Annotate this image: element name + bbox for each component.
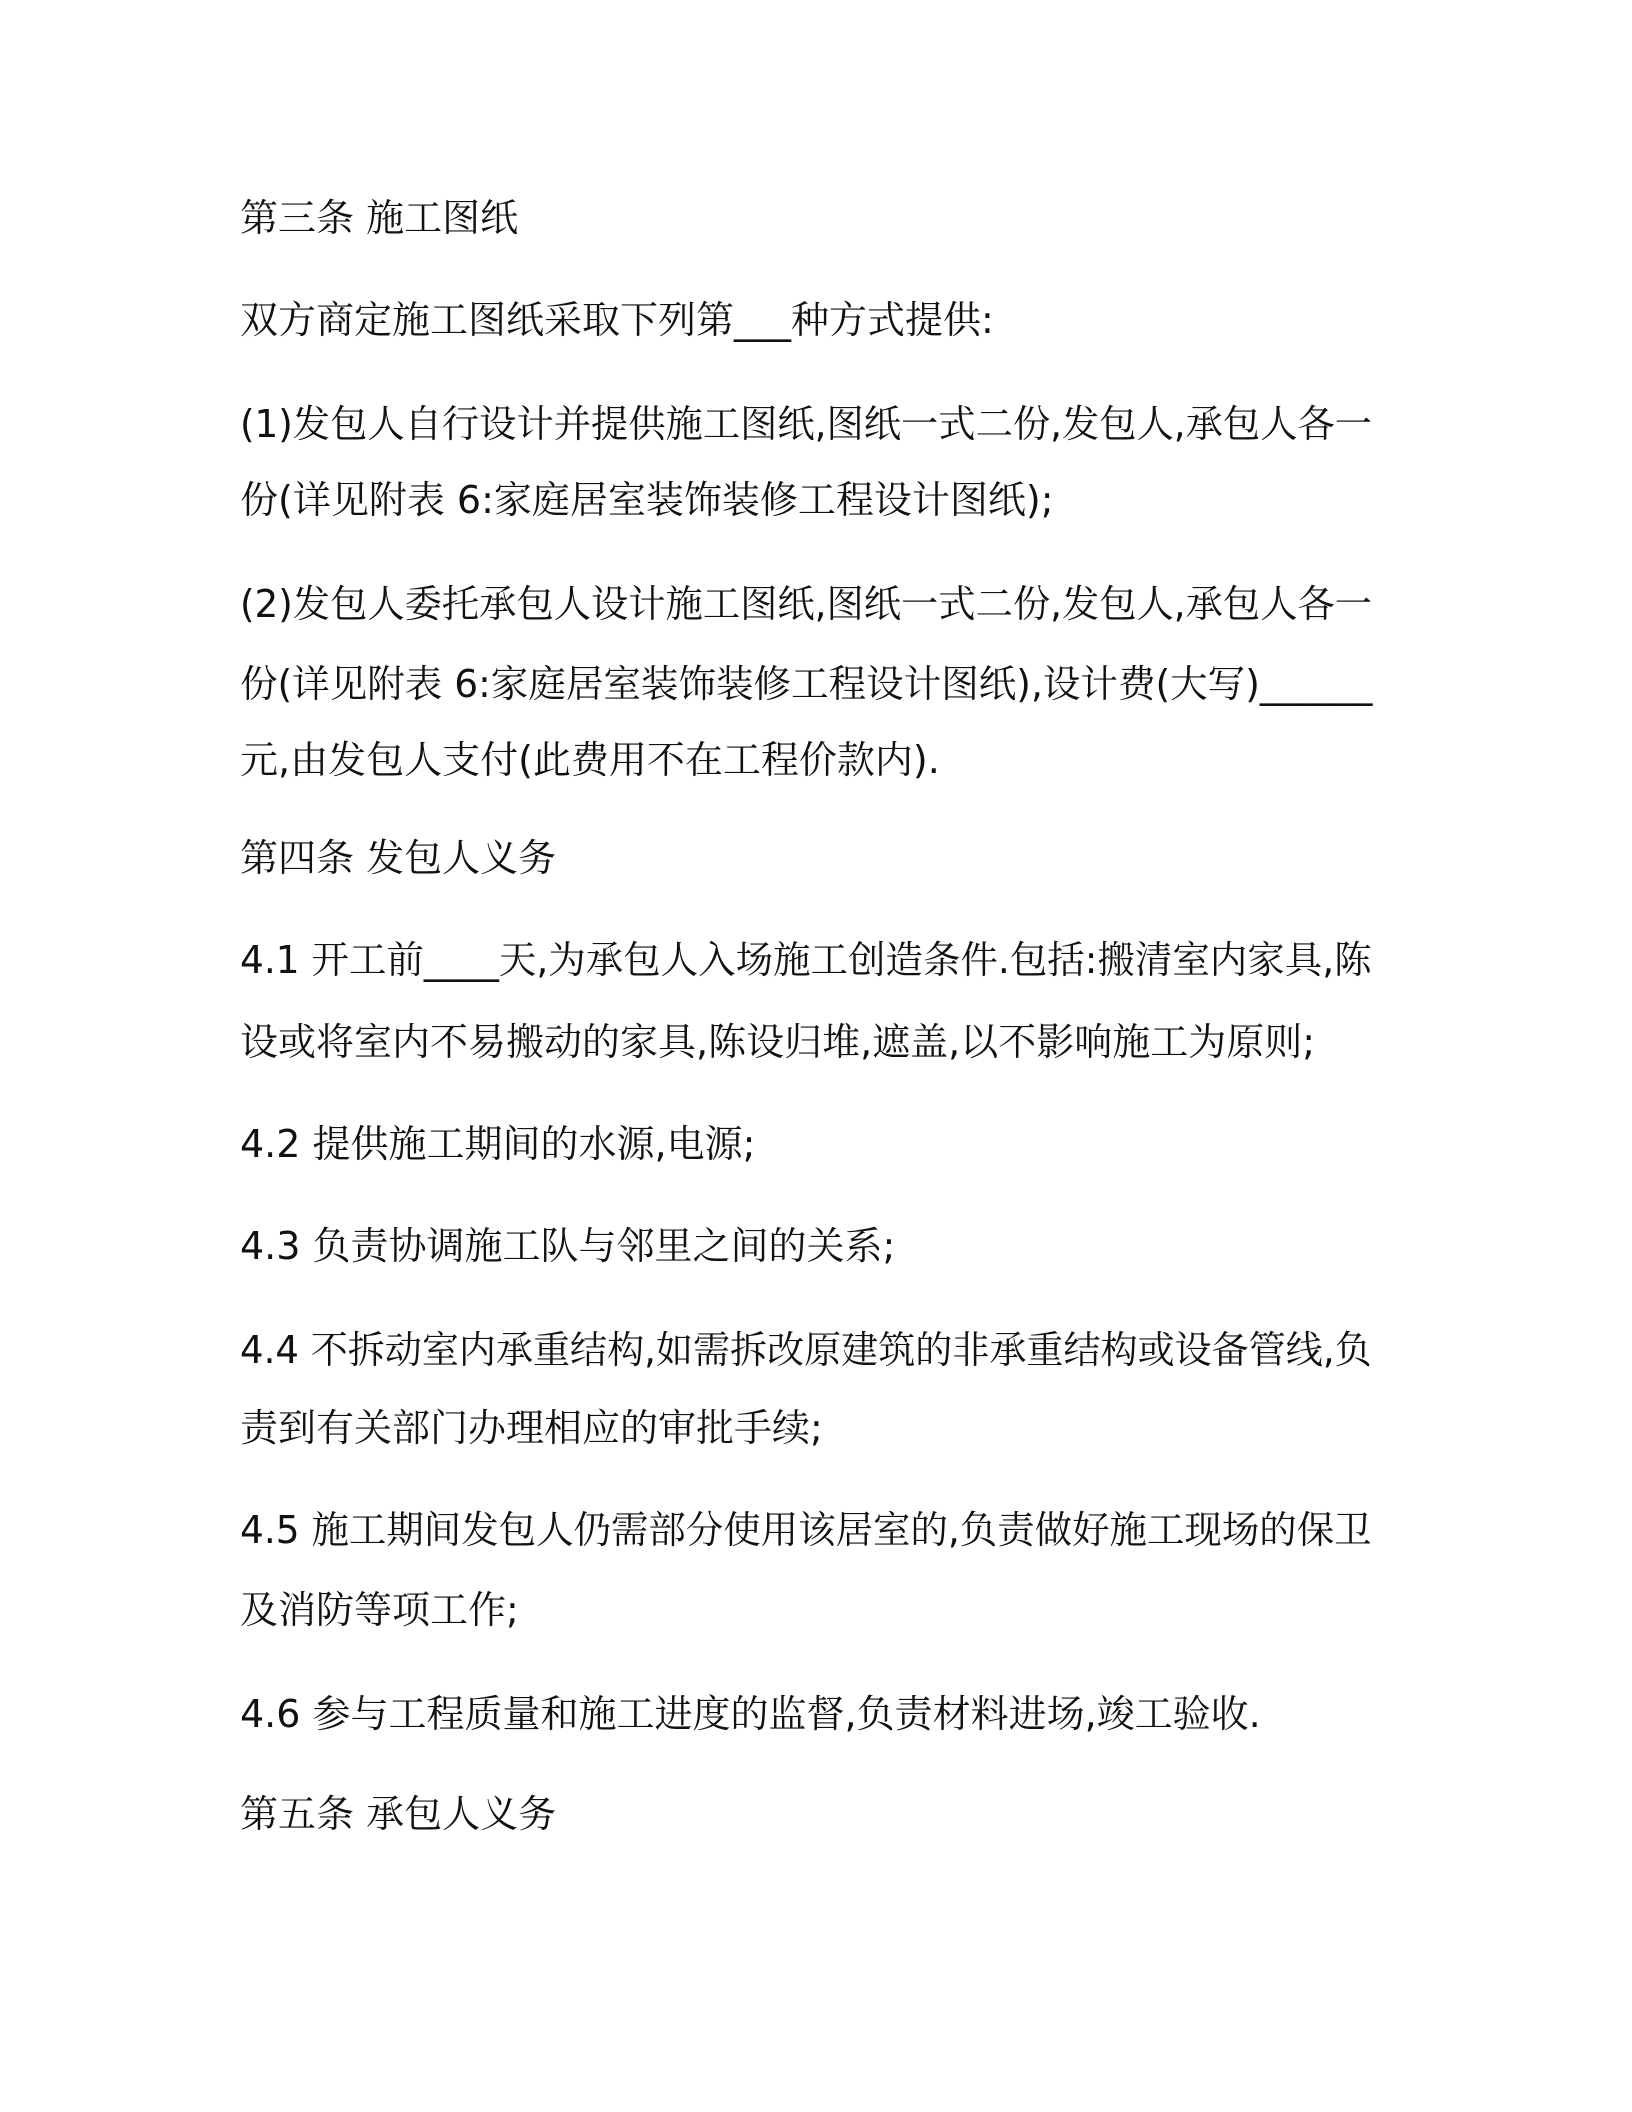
paragraph-line: 元,由发包人支付(此费用不在工程价款内). — [240, 738, 940, 782]
article-4-heading: 第四条 发包人义务 — [240, 836, 557, 880]
paragraph-line: 4.1 开工前____天,为承包人入场施工创造条件.包括:搬清室内家具,陈 — [240, 938, 1372, 982]
paragraph-line: (1)发包人自行设计并提供施工图纸,图纸一式二份,发包人,承包人各一 — [240, 402, 1373, 446]
document-page — [240, 0, 1373, 2112]
paragraph-line: 4.4 不拆动室内承重结构,如需拆改原建筑的非承重结构或设备管线,负 — [240, 1328, 1372, 1372]
paragraph-line: 4.6 参与工程质量和施工进度的监督,负责材料进场,竣工验收. — [240, 1692, 1261, 1736]
paragraph-line: 及消防等项工作; — [240, 1588, 519, 1632]
paragraph-line: 设或将室内不易搬动的家具,陈设归堆,遮盖,以不影响施工为原则; — [240, 1020, 1316, 1064]
paragraph-line: 4.2 提供施工期间的水源,电源; — [240, 1122, 756, 1166]
paragraph-line: 4.3 负责协调施工队与邻里之间的关系; — [240, 1224, 896, 1268]
paragraph-line: 4.5 施工期间发包人仍需部分使用该居室的,负责做好施工现场的保卫 — [240, 1508, 1372, 1552]
article-5-heading: 第五条 承包人义务 — [240, 1792, 557, 1836]
paragraph-line: 份(详见附表 6:家庭居室装饰装修工程设计图纸),设计费(大写)______ — [240, 662, 1373, 706]
article-3-heading: 第三条 施工图纸 — [240, 196, 519, 240]
paragraph-line: 份(详见附表 6:家庭居室装饰装修工程设计图纸); — [240, 478, 1054, 522]
paragraph-line: 双方商定施工图纸采取下列第___种方式提供: — [240, 298, 994, 342]
paragraph-line: (2)发包人委托承包人设计施工图纸,图纸一式二份,发包人,承包人各一 — [240, 582, 1373, 626]
paragraph-line: 责到有关部门办理相应的审批手续; — [240, 1406, 823, 1450]
